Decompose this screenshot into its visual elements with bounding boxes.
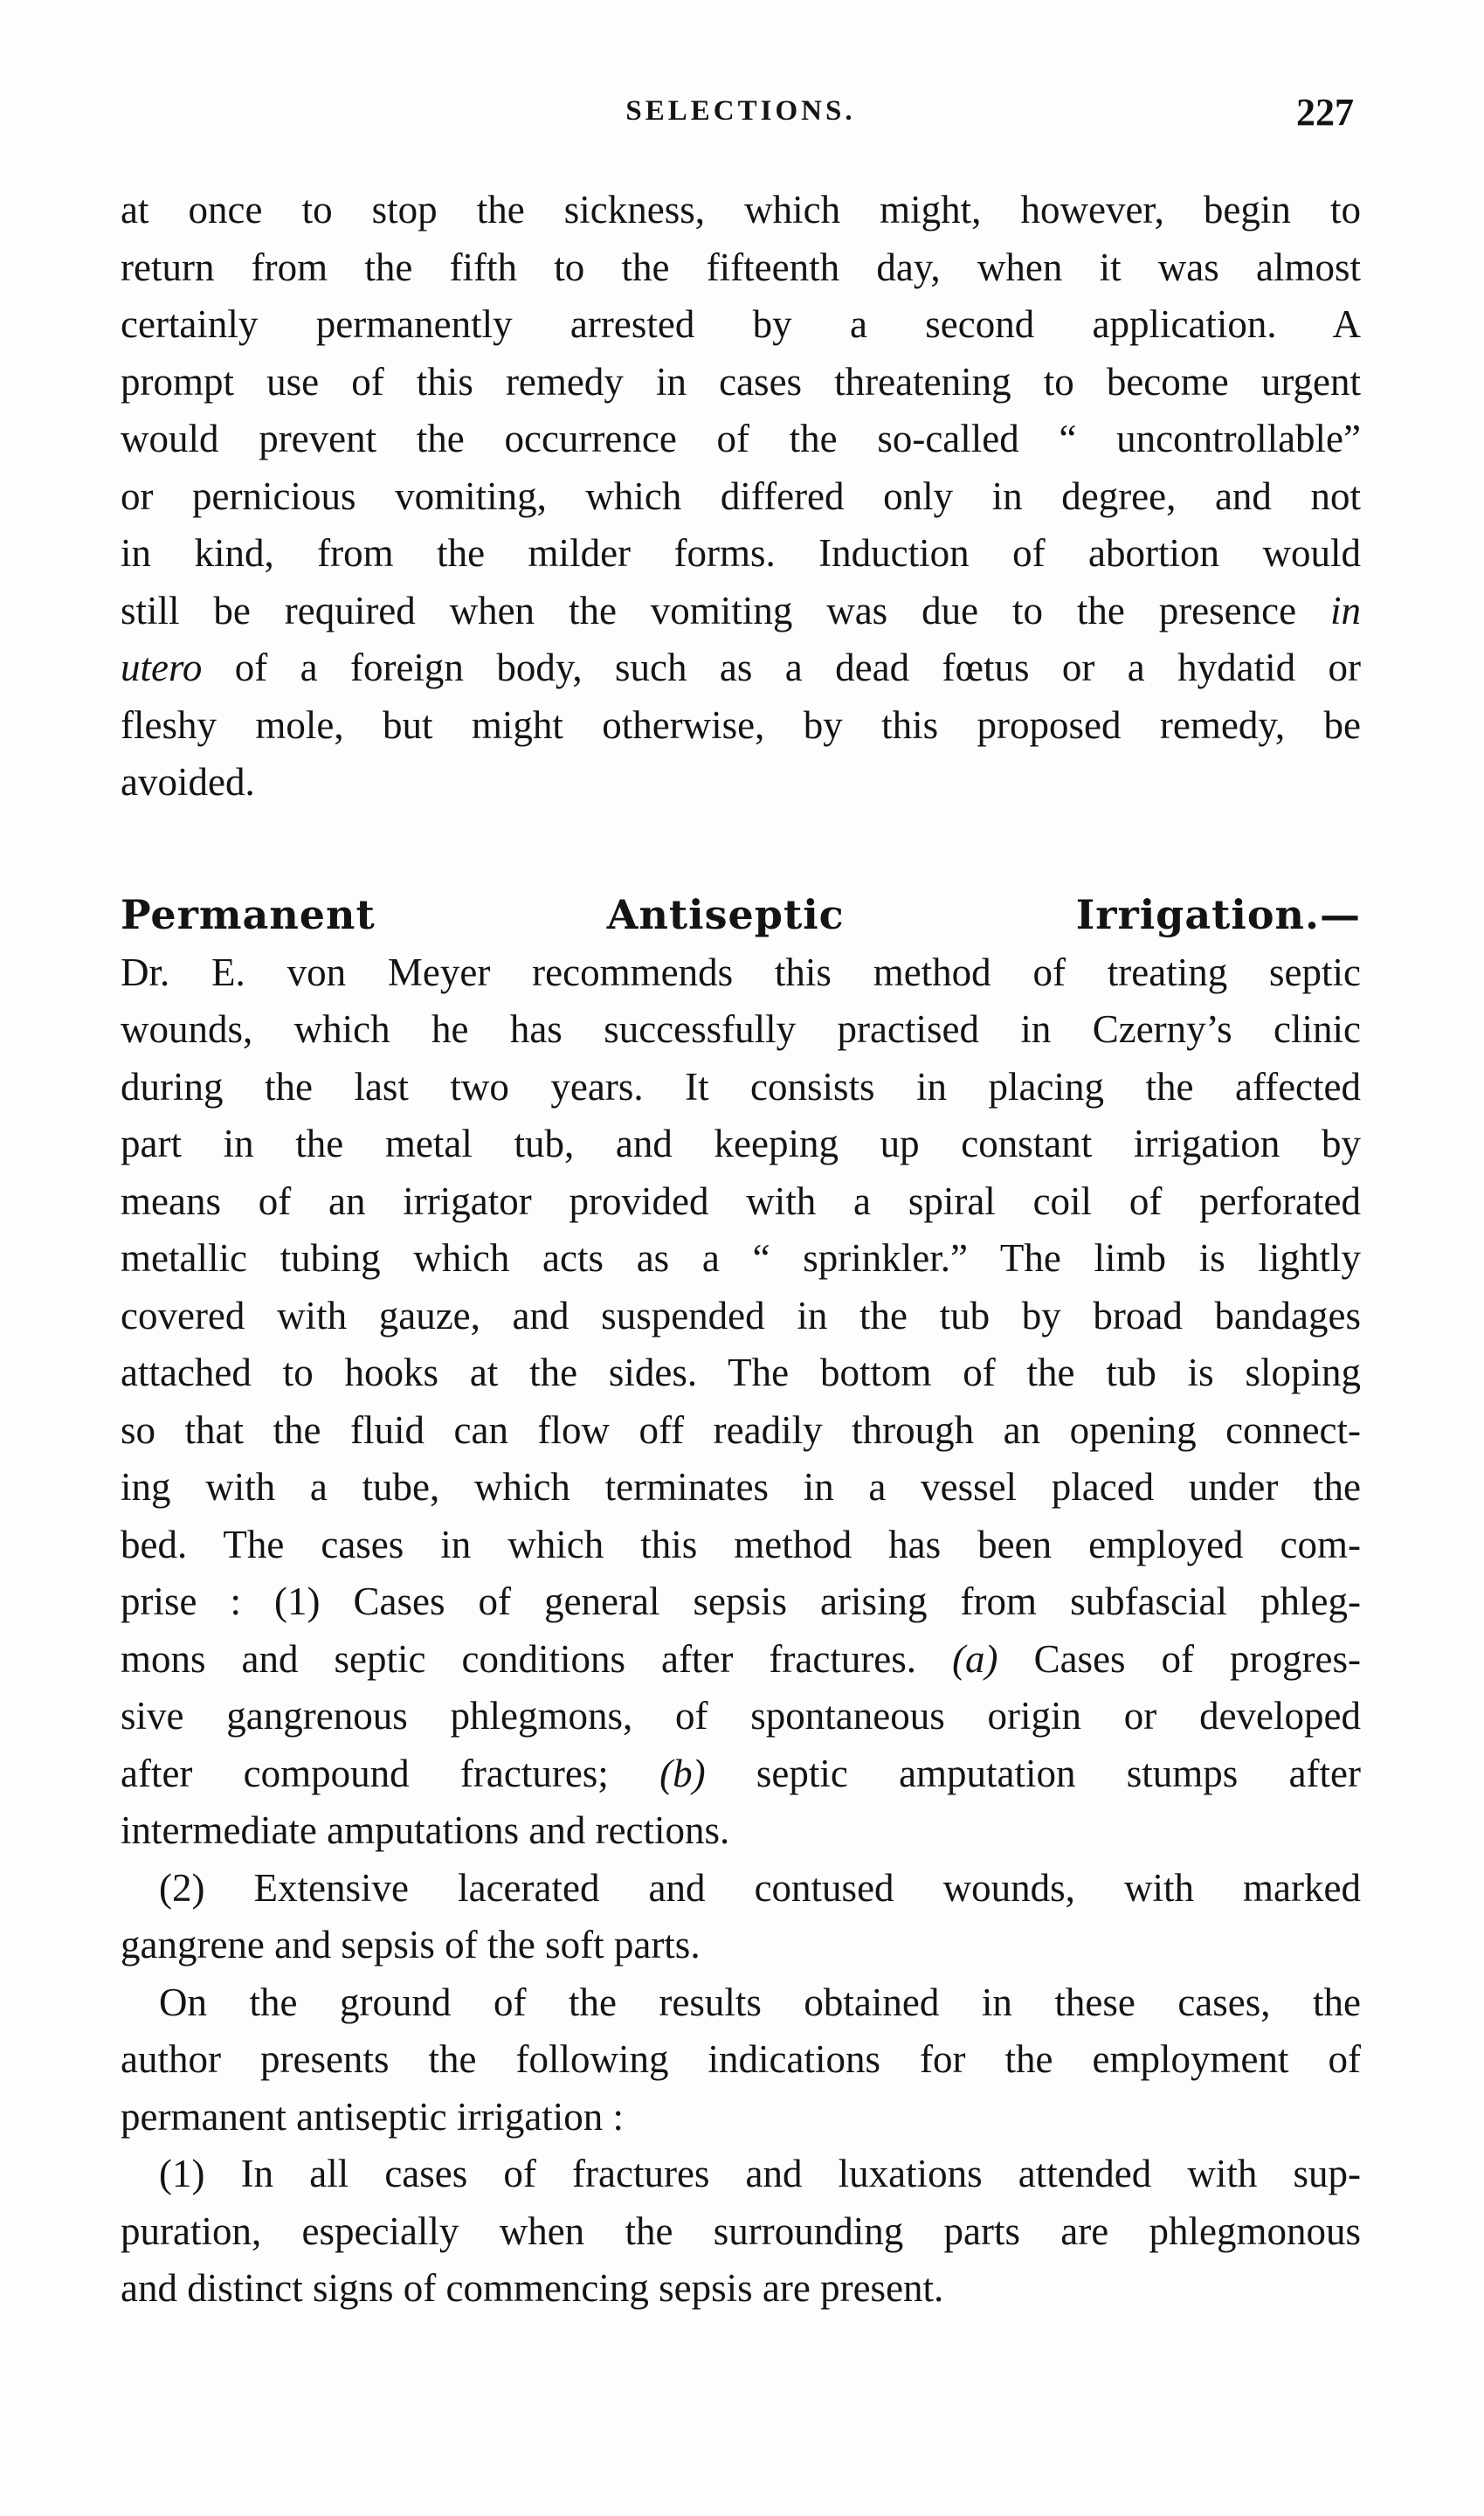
text-line: avoided. — [121, 760, 255, 804]
text-line — [121, 639, 1361, 697]
text-line: in kind, from the milder forms. Induction of abortion would — [121, 531, 1361, 575]
paragraph — [121, 944, 1361, 1860]
text-line: gangrene and sepsis of the soft parts. — [121, 1923, 701, 1966]
italic-word: in — [1329, 588, 1361, 632]
running-title: SELECTIONS. — [625, 95, 856, 127]
italic-marker: (a) — [952, 1636, 998, 1681]
text-line: wounds, which he has successfully practised in Czerny’s clinic — [121, 1007, 1361, 1051]
text-fragment: mons and septic conditions after fractures. — [121, 1636, 917, 1681]
text-line: On the ground of the results obtained in these cases, the — [159, 1980, 1361, 2024]
text-line: so that the fluid can flow off readily through an opening connect- — [121, 1407, 1361, 1452]
text-line: puration, especially when the surrounding parts are phlegmonous — [121, 2208, 1361, 2253]
text-line: ing with a tube, which terminates in a vessel placed under the — [121, 1465, 1361, 1509]
text-fragment: of a foreign body, such as a dead fœtus or a hydatid or — [234, 646, 1362, 689]
text-line: sive gangrenous phlegmons, of spontaneous origin or developed — [121, 1694, 1361, 1738]
text-line: (2) Extensive lacerated and contused wounds, with marked — [159, 1865, 1361, 1910]
text-fragment: after compound fractures; — [121, 1751, 609, 1795]
section-heading: Permanent Antiseptic Irrigation.— — [121, 890, 1361, 938]
paragraph — [121, 1860, 1361, 1974]
text-line — [121, 1745, 1361, 1803]
text-line: author presents the following indications for the employment of — [121, 2037, 1361, 2081]
text-line: Dr. E. von Meyer recommends this method of treating septic — [121, 950, 1361, 994]
text-line — [121, 1631, 1361, 1689]
text-fragment: Cases of progres- — [1033, 1636, 1361, 1681]
text-line: at once to stop the sickness, which might, however, begin to — [121, 188, 1361, 232]
italic-marker: (b) — [659, 1751, 706, 1795]
body-text — [121, 182, 1361, 2318]
text-line: part in the metal tub, and keeping up constant irrigation by — [121, 1122, 1361, 1165]
text-line: return from the fifth to the fifteenth day, when it was almost — [121, 245, 1361, 289]
paragraph-continued — [121, 182, 1361, 812]
text-line: attached to hooks at the sides. The bottom of the tub is sloping — [121, 1351, 1361, 1394]
paragraph — [121, 2146, 1361, 2318]
text-line: bed. The cases in which this method has been employed com- — [121, 1522, 1361, 1566]
paragraph — [121, 1974, 1361, 2146]
text-line: certainly permanently arrested by a second application. A — [121, 302, 1361, 346]
text-line: prompt use of this remedy in cases threatening to become urgent — [121, 359, 1361, 404]
text-line: fleshy mole, but might otherwise, by this proposed remedy, be — [121, 702, 1361, 747]
text-line — [121, 583, 1361, 640]
text-line: (1) In all cases of fractures and luxations attended with sup- — [159, 2152, 1361, 2195]
text-line: during the last two years. It consists in placing the affected — [121, 1064, 1361, 1109]
text-line: intermediate amputations and rections. — [121, 1808, 730, 1852]
text-line: or pernicious vomiting, which differed only in degree, and not — [121, 473, 1361, 518]
running-head — [121, 90, 1361, 142]
text-fragment: septic amputation stumps after — [756, 1751, 1362, 1795]
page-number: 227 — [1296, 91, 1354, 134]
text-line: metallic tubing which acts as a “ sprinkler.” The limb is lightly — [121, 1236, 1361, 1280]
text-fragment: still be required when the vomiting was due to the presence — [121, 588, 1297, 632]
text-line: covered with gauze, and suspended in the tub by broad bandages — [121, 1293, 1361, 1337]
text-line: prise : (1) Cases of general sepsis arising from subfascial phleg- — [121, 1579, 1361, 1623]
text-line: would prevent the occurrence of the so-called “ uncontrollable” — [121, 417, 1361, 460]
section-gap — [121, 812, 1361, 887]
text-line: and distinct signs of commencing sepsis are present. — [121, 2266, 944, 2310]
text-line: means of an irrigator provided with a spiral coil of perforated — [121, 1179, 1361, 1223]
text-line: permanent antiseptic irrigation : — [121, 2094, 625, 2139]
italic-word: utero — [121, 646, 203, 689]
